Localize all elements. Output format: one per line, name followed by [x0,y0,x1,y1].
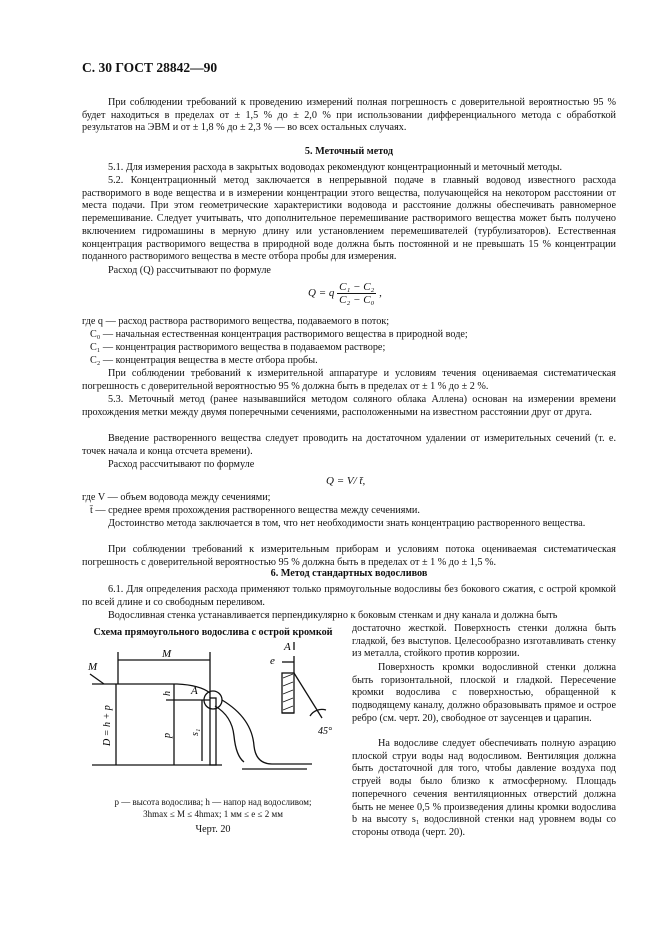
hatch-5 [283,706,293,710]
figure-caption-2: 3hmax ≤ M ≤ 4hmax; 1 мм ≤ e ≤ 2 мм [143,809,283,819]
paragraph-6-1: 6.1. Для определения расхода применяют только прямоугольные водосливы без бокового сжатия, с острой кромкой по всей длине и со свободным переливом. [82,584,616,608]
figure-label: Черт. 20 [195,824,231,835]
label-A-detail: A [284,641,291,653]
paragraph-5-2-error: При соблюдении требований к измерительной аппаратуре и условиям течения оцениваемая систематическая погрешность с доверительной вероятностью 95 % должна быть в пределах от ± 1 % до ± 2 %. [82,368,616,392]
paragraph-5-2: 5.2. Концентрационный метод заключается в непрерывной подаче в главный водовод известного расхода растворимого в воде вещества и в измерении концентрации этого вещества, получающейся на некотором расстоянии от места подачи. При этом геометрические характеристики водовода и расстояние должны обеспечивать равномерное перемешивание. Следует учитывать, что дополнительное перемешивание растворимого вещества может быть получено включением гидромашины в мерную длину или установлением перемешивателей (турбулизаторов). Естественная концентрация растворимого вещества в природной воде должна быть постоянной и не превышать 15 % концентрации поданного растворимого вещества в месте отбора пробы для измерения. [82,175,616,263]
paragraph-6-1-wall: Водосливная стенка устанавливается перпендикулярно к боковым стенкам и дну канала и должна быть [108,610,558,621]
label-s1: s₁ [190,728,201,736]
nappe-upper [222,700,312,764]
right-column-para-1: достаточно жесткой. Поверхность стенки должна быть гладкой, без выступов. Целесообразно изготавливать стенку из металла, стойкого против коррозии. [352,623,616,660]
paragraph-5-1: 5.1. Для измерения расхода в закрытых водоводах рекомендуют концентрационный и меточный методы. [108,162,562,173]
section-6-title: 6. Метод стандартных водосливов [270,568,428,579]
figure-caption-1: p — высота водослива; h — напор над водосливом; [114,797,312,807]
formula-1-lhs: Q = q [308,287,335,300]
hatch-1 [283,674,293,678]
figure-title: Схема прямоугольного водослива с острой кромкой [93,627,333,638]
rashod-formula-intro-1: Расход (Q) рассчитывают по формуле [108,265,271,276]
formula-1 [308,281,382,306]
formula-1-numerator: C₁ − C₂ [339,281,375,293]
formula-1-fraction [337,281,376,306]
label-p: p [162,733,173,738]
formula-1-denominator: C₂ − C₀ [339,294,375,306]
hatch-3 [283,690,293,694]
weir-diagram [82,638,352,788]
detail-plate [282,673,294,713]
detail-chamfer [294,673,322,718]
legend-1-line-2: C₁ — концентрация растворимого вещества в подаваемом растворе; [90,342,386,353]
legend-1-line-3: C₂ — концентрация вещества в месте отбора пробы. [90,355,318,366]
surface-marker [90,674,104,684]
label-angle: 45° [318,726,332,737]
right-column-para-2: Поверхность кромки водосливной стенки должна быть горизонтальной, плоской и гладкой. Пересечение кромки водослива с поверхностью, обращенной к подводящему каналу, должно образовывать прямое и острое ребро (см. черт. 20), свободное от заусенцев и царапин. [352,662,616,724]
label-h: h [162,691,173,696]
paragraph-5-3-error: При соблюдении требований к измерительным приборам и условиям потока оцениваемая систематическая погрешность с доверительной вероятностью 95 % должна быть в пределах от ± 1 % до ± 1,5 %. [82,544,616,568]
rashod-formula-intro-2: Расход рассчитывают по формуле [108,459,255,470]
legend-2-line-1: t̄ — среднее время прохождения растворенного вещества между сечениями. [90,505,420,516]
legend-1-line-0: где q — расход раствора растворимого вещества, подаваемого в поток; [82,316,390,327]
legend-1-line-1: C₀ — начальная естественная концентрация растворимого вещества в природной воде; [90,329,468,340]
formula-1-tail: , [379,287,382,300]
legend-2-line-0: где V — объем водовода между сечениями; [82,492,271,503]
label-M-top: M [162,648,172,660]
hatch-2 [283,682,293,686]
paragraph-5-3-advantage: Достоинство метода заключается в том, что нет необходимости знать концентрацию растворенного вещества. [108,518,586,529]
label-D: D = h + p [102,705,113,746]
label-M-left: M [88,661,98,673]
paragraph-5-3: 5.3. Меточный метод (ранее называвшийся методом соляного облака Аллена) основан на измерении времени прохождения метки между двумя поперечными сечениями, расположенными на известном расстоянии друг от друга. [82,394,616,418]
label-A-main: A [191,685,198,697]
right-column-para-3: На водосливе следует обеспечивать полную аэрацию плоской струи воды над водосливом. Вентиляция должна быть достаточной для того, чтобы давление воздуха под струей воды было близко к атмосферному. Площадь поперечного сечения вентиляционных отверстий должна быть не менее 0,5 % произведения длины кромки водослива b на высоту s₁ водосливной стенки над уровнем воды со стороны отвода (черт. 20). [352,738,616,838]
hatch-4 [283,698,293,702]
formula-2: Q = V/ t̄, [326,475,366,487]
section-5-title: 5. Меточный метод [304,146,394,157]
intro-paragraph: При соблюдении требований к проведению измерений полная погрешность с доверительной вероятностью 95 % будет находиться в пределах от ± 1,5 % до ± 2,0 % при использовании дифференциального метода с обработкой результатов на ЭВМ и от ± 1,8 % до ± 2,3 % — во всех остальных случаях. [82,97,616,134]
paragraph-5-3-introduction: Введение растворенного вещества следует проводить на достаточном удалении от измерительных сечений (т. е. точек начала и конца отсчета времени). [82,433,616,457]
label-e: e [270,655,275,667]
page-header: С. 30 ГОСТ 28842—90 [82,60,218,75]
weir-plate [210,698,216,765]
